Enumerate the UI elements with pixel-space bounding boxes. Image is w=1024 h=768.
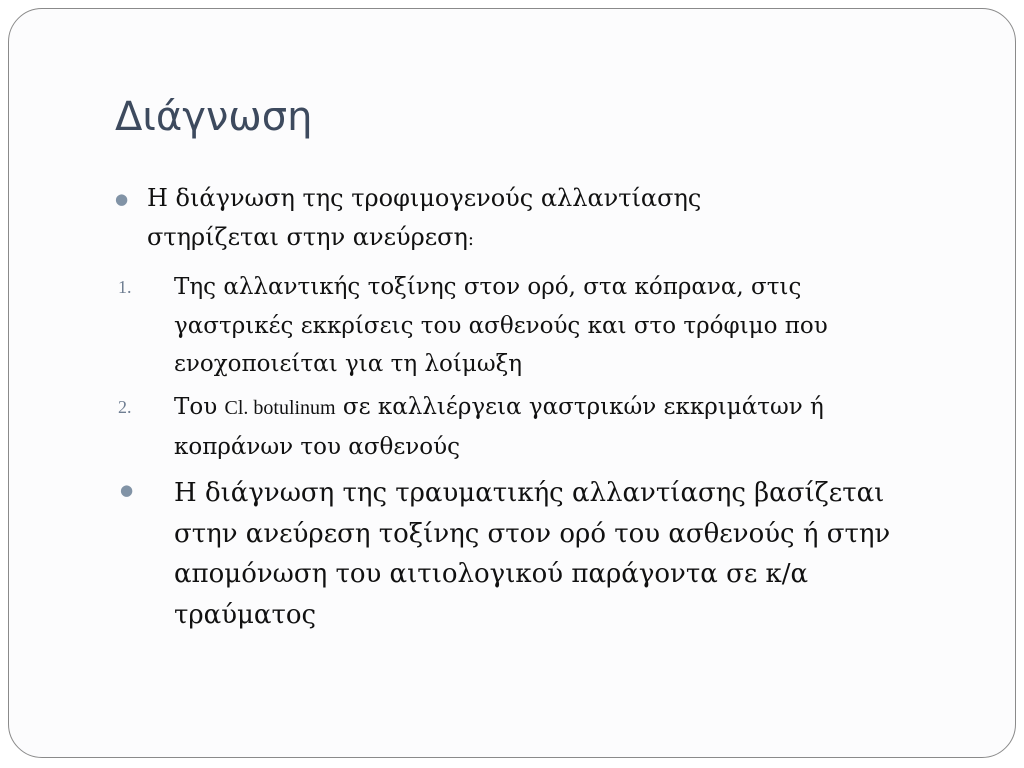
- paragraph-line-text: στηρίζεται στην ανεύρεση: [147, 223, 468, 251]
- paragraph-line: γαστρικές εκκρίσεις του ασθενούς και στο τρόφιμο που: [174, 312, 828, 339]
- paragraph-line: [174, 388, 824, 428]
- paragraph-line: ενοχοποιείται για τη λοίμωξη: [174, 351, 523, 377]
- slide-frame: [8, 8, 1016, 758]
- species-name: Cl. botulinum: [224, 397, 336, 419]
- round-bullet-icon: ●: [115, 190, 129, 208]
- round-bullet-icon: ●: [120, 481, 134, 499]
- paragraph-line: κοπράνων του ασθενούς: [174, 433, 460, 460]
- paragraph-line: Η διάγνωση της τραυματικής αλλαντίασης βασίζεται: [174, 478, 885, 508]
- numbered-item-culture: [174, 388, 824, 466]
- paragraph-line: στην ανεύρεση τοξίνης στον ορό του ασθενούς ή στην: [174, 518, 891, 549]
- numbered-item-toxin: [174, 268, 828, 384]
- line-prefix: Του: [174, 394, 225, 420]
- slide-title: Διάγνωση: [115, 94, 313, 140]
- colon-mark: :: [467, 229, 474, 250]
- paragraph-line: [147, 218, 701, 259]
- paragraph-line: απομόνωση του αιτιολογικού παράγοντα σε κ/α: [174, 559, 809, 589]
- bullet-paragraph-wound-botulism: [174, 473, 890, 635]
- bullet-paragraph-food-botulism: [147, 179, 701, 259]
- list-number-1: 1.: [118, 277, 132, 297]
- line-suffix: σε καλλιέργεια γαστρικών εκκριμάτων ή: [335, 394, 824, 420]
- list-number-2: 2.: [118, 397, 132, 417]
- paragraph-line: Η διάγνωση της τροφιμογενούς αλλαντίασης: [147, 184, 702, 212]
- paragraph-line: τραύματος: [174, 599, 317, 630]
- paragraph-line: Της αλλαντικής τοξίνης στον ορό, στα κόπρανα, στις: [174, 274, 802, 300]
